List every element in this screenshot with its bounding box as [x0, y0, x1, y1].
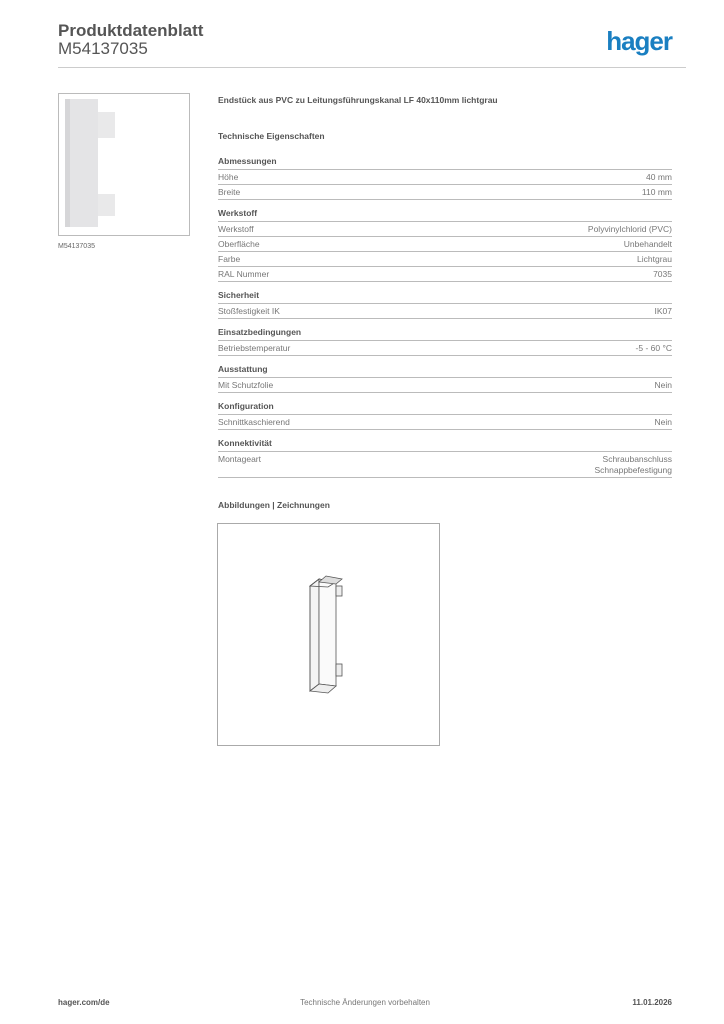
property-value [637, 254, 672, 265]
header-divider [58, 67, 686, 68]
property-value [624, 239, 672, 250]
value-line: Schraubanschluss [602, 454, 672, 464]
property-label: RAL Nummer [218, 269, 270, 279]
property-sections [218, 156, 672, 478]
footer-note: Technische Änderungen vorbehalten [300, 998, 430, 1007]
section-heading: Konfiguration [218, 401, 672, 415]
page-title: Produktdatenblatt [58, 21, 204, 40]
hager-logo: hager [606, 26, 672, 56]
section-heading: Abmessungen [218, 156, 672, 170]
section-abmessungen [218, 156, 672, 200]
property-label: Höhe [218, 172, 239, 182]
property-label: Mit Schutzfolie [218, 380, 274, 390]
properties-column [218, 95, 672, 510]
property-row [218, 341, 672, 356]
section-heading: Konnektivität [218, 438, 672, 452]
property-row [218, 304, 672, 319]
property-label: Schnittkaschierend [218, 417, 290, 427]
property-value [636, 343, 672, 354]
property-label: Werkstoff [218, 224, 254, 234]
section-werkstoff [218, 208, 672, 282]
section-heading: Einsatzbedingungen [218, 327, 672, 341]
property-row [218, 185, 672, 200]
value-line: Lichtgrau [637, 254, 672, 264]
section-konfiguration [218, 401, 672, 430]
section-konnektivität [218, 438, 672, 478]
value-line: Unbehandelt [623, 239, 672, 249]
property-row [218, 252, 672, 267]
section-heading: Ausstattung [218, 364, 672, 378]
images-heading: Abbildungen | Zeichnungen [218, 500, 330, 510]
section-heading: Werkstoff [218, 208, 672, 222]
product-title: Endstück aus PVC zu Leitungsführungskanal LF 40x110mm lichtgrau [218, 95, 498, 105]
article-number: M54137035 [58, 39, 148, 58]
footer-website-link[interactable]: hager.com/de [58, 998, 110, 1007]
property-row [218, 378, 672, 393]
section-sicherheit [218, 290, 672, 319]
property-value [594, 454, 672, 476]
property-row [218, 452, 672, 478]
property-value [655, 380, 672, 391]
property-label: Oberfläche [218, 239, 260, 249]
value-line: Polyvinylchlorid (PVC) [587, 224, 672, 234]
property-label: Montageart [218, 454, 261, 464]
value-line: Schnappbefestigung [594, 465, 672, 475]
footer-date: 11.01.2026 [632, 998, 672, 1007]
property-value [655, 306, 673, 317]
property-row [218, 222, 672, 237]
value-line: 110 mm [641, 187, 672, 197]
value-line: -5 - 60 °C [635, 343, 672, 353]
property-row [218, 237, 672, 252]
value-line: Nein [654, 417, 672, 427]
section-heading: Sicherheit [218, 290, 672, 304]
product-drawing [217, 523, 440, 746]
property-label: Farbe [218, 254, 241, 264]
property-label: Stoßfestigkeit IK [218, 306, 280, 316]
value-line: 40 mm [646, 172, 672, 182]
property-value [588, 224, 672, 235]
tech-heading: Technische Eigenschaften [218, 131, 325, 141]
value-line: Nein [654, 380, 672, 390]
section-ausstattung [218, 364, 672, 393]
product-thumbnail [58, 93, 190, 236]
value-line: 7035 [653, 269, 672, 279]
property-value [655, 417, 672, 428]
thumbnail-caption: M54137035 [58, 243, 95, 250]
value-line: IK07 [654, 306, 672, 316]
property-value [646, 172, 672, 183]
property-value [642, 187, 672, 198]
property-label: Betriebstemperatur [218, 343, 291, 353]
section-einsatzbedingungen [218, 327, 672, 356]
property-row [218, 267, 672, 282]
property-row [218, 415, 672, 430]
property-label: Breite [218, 187, 241, 197]
property-row [218, 170, 672, 185]
property-value [653, 269, 672, 280]
